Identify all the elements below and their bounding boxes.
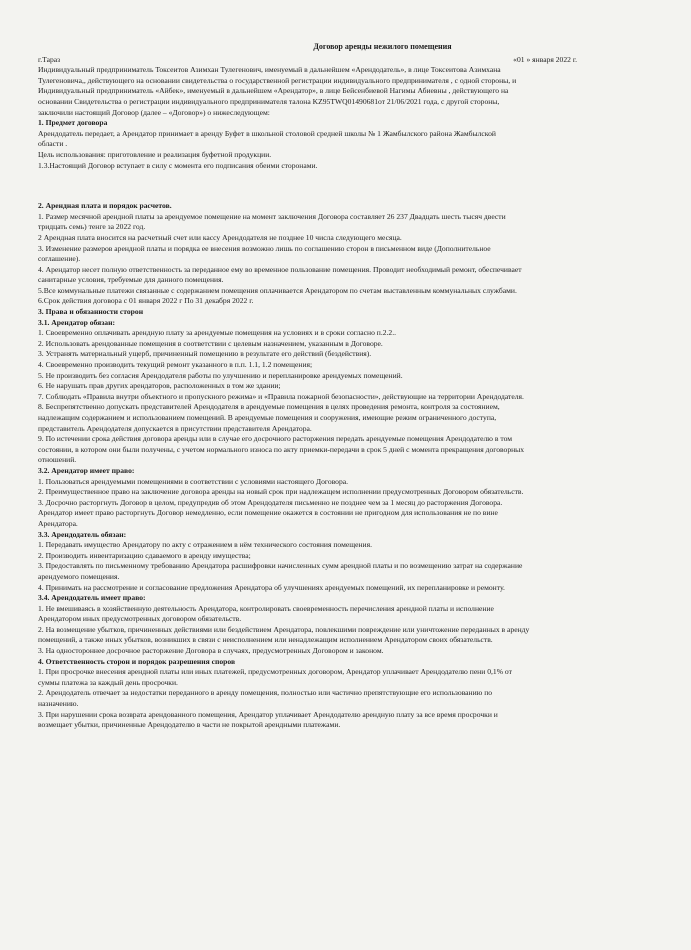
text-line: отношений. (38, 455, 77, 465)
text-line: основании Свидетельства о регистрации индивидуального предпринимателя талона KZ95TWQ01490681от 21/06/2021 года, с другой стороны, (38, 96, 500, 106)
section-1-title: 1. Предмет договора (38, 118, 108, 128)
section-3-3 (38, 540, 657, 593)
text-line: Арендатором иных предусмотренных договором обязательств. (38, 614, 242, 624)
text-line: 3. На одностороннее досрочное расторжение Договора в случаях, предусмотренных Договором и законом. (38, 646, 384, 656)
section-4-title: 4. Ответственность сторон и порядок разрешения споров (38, 656, 236, 666)
text-line: 1.3.Настоящий Договор вступает в силу с момента его подписания обеими сторонами. (38, 160, 318, 170)
text-line: 1. Не вмешиваясь в хозяйственную деятельность Арендатора, контролировать своевременность перечисления арендной платы и исполнение (38, 603, 494, 613)
text-line: Цель использования: приготовление и реализация буфетной продукции. (38, 149, 272, 159)
text-line: 2. Производить инвентаризацию сдаваемого в аренду имущества; (38, 550, 251, 560)
text-line: надлежащим содержанием и использованием помещений. В арендуемые помещения и сооружения, имеющие режим ограниченного доступа, (38, 413, 497, 422)
header-line (38, 55, 657, 66)
section-3-1-title: 3.1. Арендатор обязан: (38, 317, 115, 327)
text-line: 7. Соблюдать «Правила внутри объектного и пропускного режима» и «Правила пожарной безопасности», действующие на территории Арендодателя. (38, 391, 524, 401)
document-title: Договор аренды нежилого помещения (313, 42, 452, 51)
text-line: 6. Не нарушать прав других арендаторов, расположенных в том же здании; (38, 381, 281, 391)
text-line: суммы платежа за каждый день просрочки. (38, 677, 178, 687)
text-line: санитарные условия, требуемые для данного помещения. (38, 275, 224, 285)
text-line: 2 Арендная плата вносится на расчетный счет или кассу Арендодателя не позднее 10 числа следующего месяца. (38, 232, 402, 242)
text-line: назначению. (38, 699, 79, 709)
text-line: представитель Арендодателя допускается в присутствии представителя Арендатора. (38, 423, 312, 433)
text-line: помещений, а также иных убытков, возникших в связи с неисполнением или ненадлежащим исполнением Арендатором своих обязательств. (38, 635, 493, 645)
text-line: 3. Предоставлять по письменному требованию Арендатора расшифровки начисленных сумм арендной платы и по возмещению затрат на содержание (38, 561, 523, 571)
preamble (38, 65, 657, 118)
section-3-3-title: 3.3. Арендодатель обязан: (38, 529, 127, 539)
text-line: 1. Пользоваться арендуемыми помещениями в соответствии с условиями настоящего Договора. (38, 476, 349, 486)
section-3-2 (38, 477, 657, 530)
text-line: 1. Передавать имущество Арендатору по акту с отражением в нём технического состояния помещения. (38, 540, 372, 550)
text-line: 2. Преимущественное право на заключение договора аренды на новый срок при надлежащем исполнении предусмотренных Договором обязательств. (38, 487, 524, 497)
text-line: 3. Изменение размеров арендной платы и порядка ее внесения возможно лишь по соглашению сторон в письменном виде (Дополнительное (38, 243, 491, 253)
text-line: 2. Использовать арендованные помещения в соответствии с целевым назначением, указанным в Договоре. (38, 338, 383, 348)
section-2-title: 2. Арендная плата и порядок расчетов. (38, 201, 172, 211)
text-line: тридцать семь) тенге за 2022 год. (38, 222, 146, 232)
spacer (38, 171, 657, 201)
section-1 (38, 129, 657, 171)
contract-date: «01 » января 2022 г. (513, 54, 577, 64)
text-line: 2. Арендодатель отвечает за недостатки переданного в аренду помещения, полностью или частично препятствующие его использованию по (38, 688, 493, 698)
text-line: 6.Срок действия договора с 01 января 2022 г По 31 декабря 2022 г. (38, 296, 254, 306)
text-line: 4. Принимать на рассмотрение и согласование предложения Арендатора об улучшениях арендуемых помещений, их перепланировке и ремонту. (38, 582, 505, 592)
section-4 (38, 667, 657, 731)
text-line: 8. Беспрепятственно допускать представителей Арендодателя в арендуемые помещения в целях проведения ремонта, контроля за состоянием, (38, 402, 500, 412)
text-line: Индивидуальный предприниматель Токсеитов Азимхан Тулегенович, именуемый в дальнейшем «Арендодатель», в лице Токсеитова Азимхана (38, 65, 501, 75)
city: г.Тараз (38, 54, 61, 64)
text-line: 9. По истечении срока действия договора аренды или в случае его досрочного расторжения передать арендуемые помещения Арендодателю в том (38, 434, 513, 444)
text-line: арендуемого помещения. (38, 571, 120, 581)
text-line: возмещает убытки, причиненные Арендодателю в части не покрытой арендными платежами. (38, 720, 341, 730)
text-line: 4. Арендатор несет полную ответственность за переданное ему во временное пользование помещения. Проводит необходимый ремонт, обеспечивает (38, 264, 522, 274)
text-line: 4. Своевременно производить текущий ремонт указанного в п.п. 1.1, 1.2 помещения; (38, 360, 313, 370)
text-line: соглашение). (38, 254, 81, 264)
section-2 (38, 212, 657, 307)
section-3-4 (38, 604, 657, 657)
text-line: области . (38, 139, 68, 149)
text-line: 5. Не производить без согласия Арендодателя работы по улучшению и перепланировке арендуемых помещений. (38, 370, 403, 380)
text-line: 5.Все коммунальные платежи связанные с содержанием помещения оплачивается Арендатором по счетам выставленным коммунальных службами. (38, 285, 517, 295)
text-line: 1. Своевременно оплачивать арендную плату за арендуемые помещения на условиях и в сроки согласно п.2.2.. (38, 328, 397, 338)
text-line: Арендатора. (38, 518, 78, 528)
section-3-2-title: 3.2. Арендатор имеет право: (38, 465, 135, 475)
text-line: 1. Размер месячной арендной платы за арендуемое помещение на момент заключения Договора составляет 26 237 Двадцать шесть тысяч двести (38, 211, 506, 221)
text-line: 3. Устранять материальный ущерб, причиненный помещению в результате его действий (бездействия). (38, 349, 372, 359)
text-line: 3. При нарушении срока возврата арендованного помещения, Арендатор уплачивает Арендодателю арендную плату за все время просрочки и (38, 709, 498, 719)
text-line: состоянии, в котором они были получены, с учетом нормального износа по акту приемки-передачи в срок 5 дней с момента прекращения договорных (38, 444, 525, 454)
section-3-4-title: 3.4. Арендодатель имеет право: (38, 593, 146, 603)
section-3-1 (38, 328, 657, 466)
text-line: Тулегеновича,, действующего на основании свидетельства о государственной регистрации индивидуального предпринимателя , с одной стороны, и (38, 75, 517, 85)
text-line: Арендатор имеет право расторгнуть Договор немедленно, если помещение окажется в состоянии не пригодном для использования не по вине (38, 508, 498, 518)
text-line: 1. При просрочке внесения арендной платы или иных платежей, предусмотренных договором, Арендатор уплачивает Арендодателю пени 0,1% от (38, 667, 512, 677)
text-line: заключили настоящий Договор (далее – «Договор») о нижеследующем: (38, 107, 270, 117)
text-line: Индивидуальный предприниматель «Айбек», именуемый в дальнейшем «Арендатор», в лице Бейсенбиевой Нагимы Абиевны , действующего на (38, 86, 509, 96)
section-3-title: 3. Права и обязанности сторон (38, 307, 144, 317)
text-line: 2. На возмещение убытков, причиненных действиями или бездействием Арендатора, повлекшими повреждение или уничтожение переданных в аренду (38, 624, 530, 634)
text-line: Арендодатель передает, а Арендатор принимает в аренду Буфет в школьной столовой средней школы № 1 Жамбылского района Жамбылской (38, 128, 496, 138)
text-line: 3. Досрочно расторгнуть Договор в целом, предупредив об этом Арендодателя письменно не позднее чем за 1 месяц до расторжения Договора. (38, 497, 503, 507)
